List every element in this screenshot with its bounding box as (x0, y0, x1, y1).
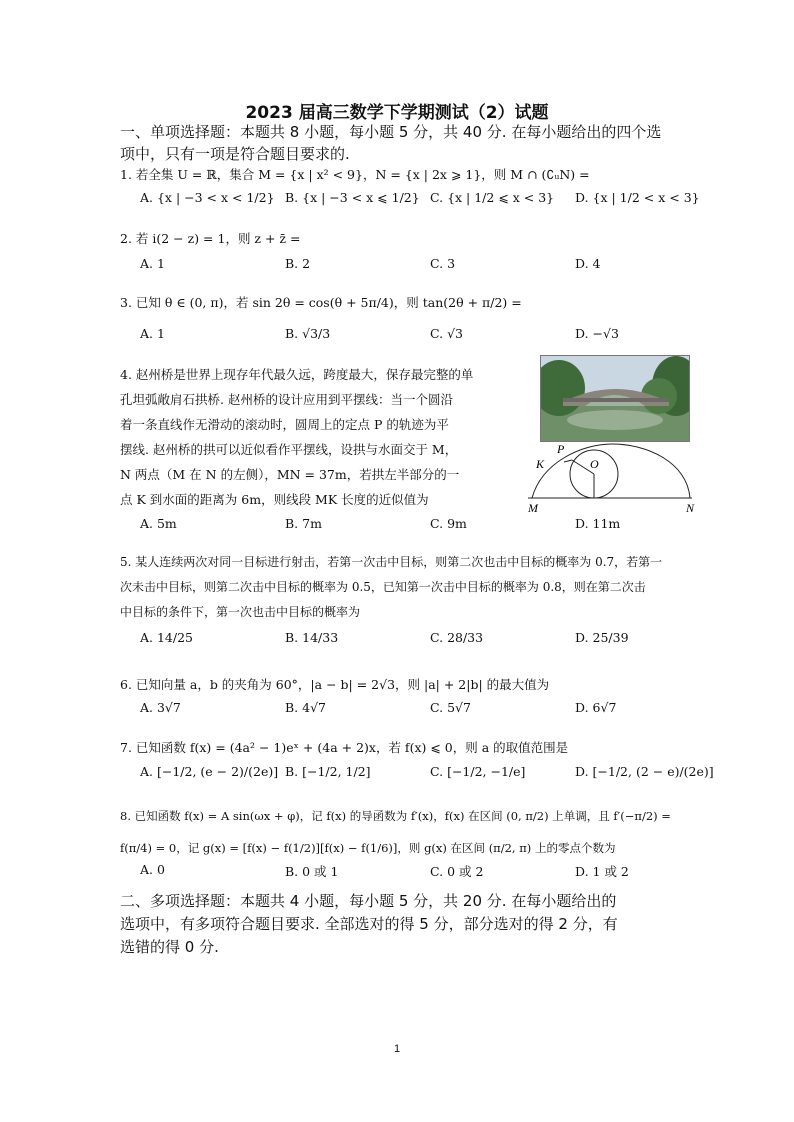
option-b: B. {x | −3 < x ⩽ 1/2} (285, 190, 420, 205)
page-title: 2023 届高三数学下学期测试（2）试题 (245, 103, 549, 123)
option-c: C. 9m (430, 516, 467, 531)
question-3-stem: 3. 已知 θ ∈ (0, π)，若 sin 2θ = cos(θ + 5π/4)，则 tan(2θ + π/2) = (120, 295, 522, 310)
question-5-options (140, 630, 740, 656)
option-c: C. 28/33 (430, 630, 484, 645)
option-b: B. 4√7 (285, 700, 327, 715)
option-b: B. 7m (285, 516, 322, 531)
option-a: A. 14/25 (140, 630, 193, 645)
label-m: M (528, 501, 538, 515)
option-c: C. [−1/2, −1/e] (430, 764, 526, 779)
option-a: A. [−1/2, (e − 2)/(2e)] (140, 764, 279, 779)
section1-line1: 一、单项选择题：本题共 8 小题，每小题 5 分，共 40 分. 在每小题给出的四个选 (120, 123, 662, 141)
option-b: B. [−1/2, 1/2] (285, 764, 371, 779)
question-7-stem: 7. 已知函数 f(x) = (4a² − 1)eˣ + (4a + 2)x，若 f(x) ⩽ 0，则 a 的取值范围是 (120, 740, 569, 755)
option-d: D. 1 或 2 (575, 864, 629, 879)
option-c: C. 3 (430, 256, 456, 271)
q4-line-1: 4. 赵州桥是世界上现存年代最久远，跨度最大，保存最完整的单 (120, 367, 474, 382)
option-a: A. 0 (140, 862, 165, 877)
section2-line3: 选错的得 0 分. (120, 938, 219, 956)
question-4-options (140, 516, 740, 542)
option-c: C. {x | 1/2 ⩽ x < 3} (430, 190, 555, 205)
question-3-options (140, 326, 740, 352)
option-d: D. 6√7 (575, 700, 617, 715)
option-b: B. √3/3 (285, 326, 331, 341)
question-4-stem (120, 362, 515, 512)
label-n: N (686, 501, 695, 515)
section1-header (120, 121, 680, 165)
option-c: C. √3 (430, 326, 463, 341)
q8-line-2: f(π/4) = 0，记 g(x) = [f(x) − f(1/2)][f(x) − f(1/6)]，则 g(x) 在区间 (π/2, π) 上的零点个数为 (120, 841, 616, 855)
option-d: D. 25/39 (575, 630, 629, 645)
q5-line-3: 中目标的条件下，第一次也击中目标的概率为 (120, 605, 361, 619)
q8-line-1: 8. 已知函数 f(x) = A sin(ωx + φ)，记 f(x) 的导函数为 f′(x)，f(x) 在区间 (0, π/2) 上单调，且 f′(−π/2) = (120, 809, 671, 823)
page-number: 1 (393, 1043, 401, 1055)
option-d: D. −√3 (575, 326, 619, 341)
option-d: D. [−1/2, (2 − e)/(2e)] (575, 764, 714, 779)
option-d: D. {x | 1/2 < x < 3} (575, 190, 700, 205)
option-a: A. 3√7 (140, 700, 181, 715)
question-5-stem (120, 550, 740, 625)
cycloid-diagram (522, 440, 712, 515)
section2-header (120, 890, 700, 959)
option-b: B. 14/33 (285, 630, 339, 645)
option-a: A. 1 (140, 326, 165, 341)
option-d: D. 4 (575, 256, 601, 271)
question-1-options (140, 190, 740, 216)
segment-pk (564, 460, 572, 462)
option-a: A. 1 (140, 256, 165, 271)
question-1-stem: 1. 若全集 U = ℝ，集合 M = {x | x² < 9}，N = {x | 2x ⩾ 1}，则 M ∩ (∁ᵤN) = (120, 167, 590, 182)
q5-line-1: 5. 某人连续两次对同一目标进行射击，若第一次击中目标，则第二次也击中目标的概率为 0.7，若第一 (120, 555, 663, 569)
option-b: B. 2 (285, 256, 311, 271)
q4-line-2: 孔坦弧敞肩石拱桥. 赵州桥的设计应用到平摆线：当一个圆沿 (120, 392, 453, 407)
option-b: B. 0 或 1 (285, 864, 339, 879)
question-2-stem: 2. 若 i(2 − z) = 1，则 z + z̄ = (120, 231, 301, 246)
option-c: C. 0 或 2 (430, 864, 484, 879)
question-8-stem (120, 800, 740, 864)
option-a: A. 5m (140, 516, 177, 531)
label-o: O (590, 457, 599, 471)
label-k: K (536, 457, 545, 471)
option-a: A. {x | −3 < x < 1/2} (140, 190, 275, 205)
question-6-stem: 6. 已知向量 a，b 的夹角为 60°，|a − b| = 2√3，则 |a| + 2|b| 的最大值为 (120, 677, 550, 692)
question-2-options (140, 256, 740, 282)
zhaozhou-bridge-photo (540, 355, 690, 442)
q5-line-2: 次未击中目标，则第二次击中目标的概率为 0.5，已知第一次击中目标的概率为 0.8，则在第二次击 (120, 580, 646, 594)
q4-line-6: 点 K 到水面的距离为 6m，则线段 MK 长度的近似值为 (120, 492, 429, 507)
section2-line2: 选项中，有多项符合题目要求. 全部选对的得 5 分，部分选对的得 2 分，有 (120, 915, 618, 933)
question-7-options (140, 764, 740, 790)
question-6-options (140, 700, 740, 726)
label-p: P (557, 442, 565, 456)
q4-line-5: N 两点（M 在 N 的左侧），MN = 37m，若拱左半部分的一 (120, 467, 460, 482)
section2-line1: 二、多项选择题：本题共 4 小题，每小题 5 分，共 20 分. 在每小题给出的 (120, 892, 617, 910)
q4-line-3: 着一条直线作无滑动的滚动时，圆周上的定点 P 的轨迹为平 (120, 417, 449, 432)
section1-line2: 项中，只有一项是符合题目要求的. (120, 145, 350, 163)
arch-curve (532, 444, 690, 498)
option-d: D. 11m (575, 516, 621, 531)
option-c: C. 5√7 (430, 700, 471, 715)
question-8-options (140, 862, 740, 888)
q4-line-4: 摆线. 赵州桥的拱可以近似看作平摆线，设拱与水面交于 M， (120, 442, 458, 457)
